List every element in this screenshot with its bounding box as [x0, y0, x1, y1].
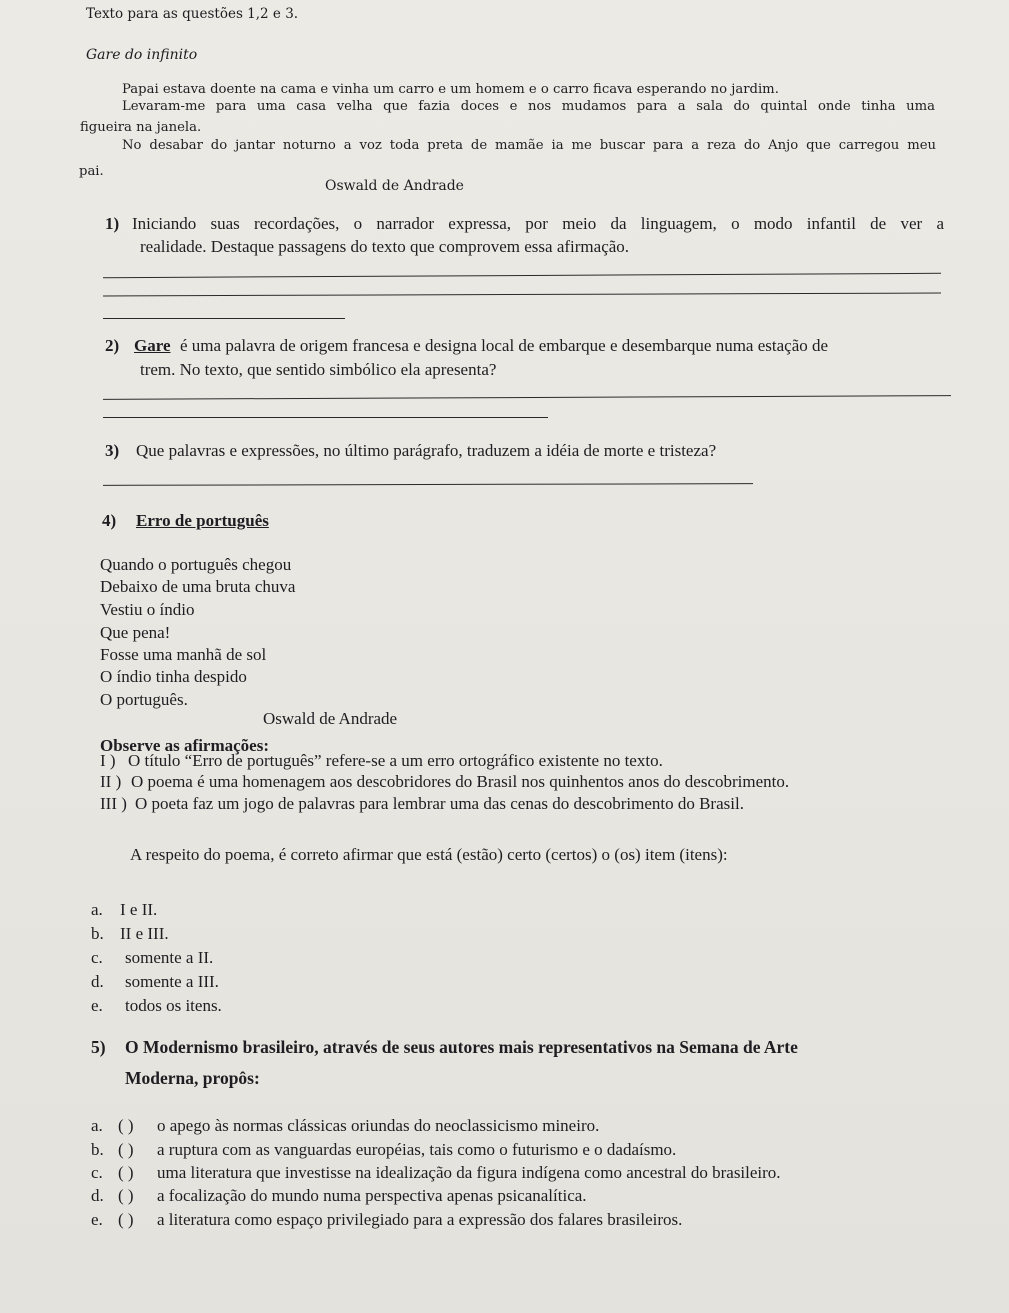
statement-text: O poeta faz um jogo de palavras para lembrar uma das cenas do descobrimento do Brasil.: [135, 794, 744, 813]
question-prompt: A respeito do poema, é correto afirmar que está (estão) certo (certos) o (os) item (itens):: [130, 845, 728, 864]
answer-line[interactable]: [103, 318, 345, 319]
reading-title: Gare do infinito: [86, 47, 198, 63]
question-text: trem. No texto, que sentido simbólico ela apresenta?: [140, 360, 497, 379]
question-text: Iniciando suas recordações, o narrador expressa, por meio da linguagem, o modo infantil de ver a: [132, 214, 944, 233]
reading-paragraph: Levaram-me para uma casa velha que fazia doces e nos mudamos para a sala do quintal onde tinha uma: [122, 99, 935, 114]
answer-line[interactable]: [103, 293, 941, 297]
question-text: é uma palavra de origem francesa e designa local de embarque e desembarque numa estação de: [180, 336, 829, 355]
question-number: 3): [105, 441, 120, 460]
question-text: Que palavras e expressões, no último parágrafo, traduzem a idéia de morte e tristeza?: [136, 441, 717, 460]
answer-line[interactable]: [103, 273, 941, 278]
option-letter: a.: [91, 1116, 103, 1135]
option-letter: d.: [91, 972, 104, 991]
reading-paragraph: No desabar do jantar noturno a voz toda preta de mamãe ia me buscar para a reza do Anjo que carregou meu: [122, 138, 936, 153]
option-text: o apego às normas clássicas oriundas do neoclassicismo mineiro.: [157, 1116, 600, 1135]
statement-number: I ): [100, 751, 116, 770]
option-text: a focalização do mundo numa perspectiva apenas psicanalítica.: [157, 1186, 587, 1205]
answer-line[interactable]: [103, 417, 548, 418]
option-text: a literatura como espaço privilegiado para a expressão dos falares brasileiros.: [157, 1210, 683, 1229]
option-letter: b.: [91, 924, 104, 943]
option-letter: c.: [91, 1163, 103, 1182]
option-text: uma literatura que investisse na idealização da figura indígena como ancestral do brasileiro.: [157, 1163, 781, 1182]
option-checkbox[interactable]: ( ): [118, 1186, 134, 1205]
option-text: a ruptura com as vanguardas européias, tais como o futurismo e o dadaísmo.: [157, 1140, 677, 1159]
question-text: Moderna, propôs:: [125, 1068, 260, 1088]
poem-line: Fosse uma manhã de sol: [100, 645, 267, 664]
question-number: 4): [102, 511, 117, 530]
option-letter: c.: [91, 948, 103, 967]
question-number: 1): [105, 214, 120, 233]
option-letter: e.: [91, 996, 103, 1015]
poem-author: Oswald de Andrade: [263, 709, 398, 728]
question-text: realidade. Destaque passagens do texto que comprovem essa afirmação.: [140, 237, 630, 256]
poem-line: O índio tinha despido: [100, 667, 247, 686]
poem-line: O português.: [100, 690, 188, 709]
option-letter: e.: [91, 1210, 103, 1229]
poem-line: Vestiu o índio: [100, 600, 195, 619]
option-letter: d.: [91, 1186, 104, 1205]
option-letter: a.: [91, 900, 103, 919]
statement-text: O poema é uma homenagem aos descobridores do Brasil nos quinhentos anos do descobrimento.: [131, 772, 790, 791]
option-checkbox[interactable]: ( ): [118, 1140, 134, 1159]
reading-paragraph: Papai estava doente na cama e vinha um carro e um homem e o carro ficava esperando no jardim.: [122, 82, 779, 97]
reading-paragraph: pai.: [79, 164, 104, 179]
option-checkbox[interactable]: ( ): [118, 1163, 134, 1182]
poem-title: Erro de português: [136, 511, 269, 530]
section-heading: Texto para as questões 1,2 e 3.: [86, 6, 299, 22]
answer-line[interactable]: [103, 483, 753, 486]
question-keyword: Gare: [134, 336, 171, 355]
option-text[interactable]: I e II.: [120, 900, 158, 919]
option-text[interactable]: II e III.: [120, 924, 169, 943]
poem-line: Quando o português chegou: [100, 555, 292, 574]
reading-author: Oswald de Andrade: [325, 178, 464, 194]
observe-label: Observe as afirmações:: [100, 736, 270, 755]
option-checkbox[interactable]: ( ): [118, 1210, 134, 1229]
question-number: 5): [91, 1037, 106, 1057]
question-text: O Modernismo brasileiro, através de seus autores mais representativos na Semana de Arte: [125, 1037, 798, 1057]
answer-line[interactable]: [103, 395, 951, 400]
option-text[interactable]: somente a II.: [125, 948, 214, 967]
statement-number: III ): [100, 794, 127, 813]
option-text[interactable]: todos os itens.: [125, 996, 222, 1015]
statement-text: O título “Erro de português” refere-se a um erro ortográfico existente no texto.: [128, 751, 663, 770]
option-checkbox[interactable]: ( ): [118, 1116, 134, 1135]
poem-line: Debaixo de uma bruta chuva: [100, 577, 296, 596]
option-text[interactable]: somente a III.: [125, 972, 219, 991]
option-letter: b.: [91, 1140, 104, 1159]
poem-line: Que pena!: [100, 623, 171, 642]
reading-paragraph: figueira na janela.: [80, 120, 202, 135]
question-number: 2): [105, 336, 120, 355]
statement-number: II ): [100, 772, 122, 791]
